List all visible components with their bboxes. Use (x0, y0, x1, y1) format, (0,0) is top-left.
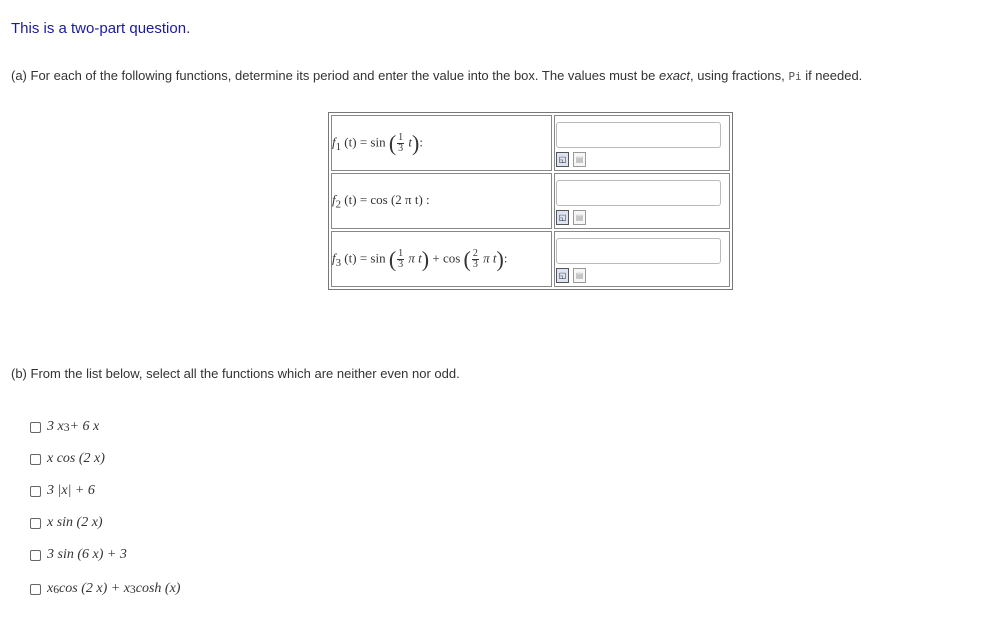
f3-rparen-1: ) (421, 246, 430, 271)
option-1-text: 3 x (47, 419, 64, 434)
period-input-1[interactable] (556, 122, 721, 148)
option-6-text: x (47, 581, 54, 596)
f2-head: f (332, 191, 336, 207)
option-4[interactable] (26, 507, 180, 539)
option-5[interactable] (26, 539, 180, 571)
option-4-text: x sin (2 x) (47, 515, 103, 530)
f1-inner: t (405, 133, 413, 149)
part-a-instructions (11, 68, 862, 83)
function-3-label (331, 231, 552, 287)
f3-colon: : (503, 249, 508, 265)
f3-inner-2: π t (479, 249, 497, 265)
part-a-text-3: if needed. (801, 68, 863, 83)
part-a-emphasis: exact (658, 68, 691, 83)
option-6-text-2: cos (2 x) + x (59, 581, 130, 596)
f3-frac2-den: 3 (472, 258, 478, 270)
equation-editor-icon[interactable]: ▤ (573, 210, 586, 225)
f3-args: (t) = sin (341, 249, 389, 265)
f3-frac1-num: 1 (398, 247, 404, 259)
part-a-text-2: , using fractions, (690, 68, 789, 83)
period-input-3[interactable] (556, 238, 721, 264)
option-2[interactable] (26, 443, 180, 475)
f3-lparen-2: ( (463, 246, 471, 271)
f1-head: f (332, 133, 336, 149)
answer-cell-2 (554, 173, 730, 229)
f2-text: (t) = cos (2 π t) : (341, 191, 430, 207)
f3-mid: + cos (429, 249, 464, 265)
period-table (328, 112, 733, 290)
function-row-2 (331, 173, 730, 229)
option-2-text: x cos (2 x) (47, 451, 105, 466)
f3-frac1-den: 3 (398, 258, 404, 270)
f1-colon: : (419, 133, 423, 149)
option-6-sup: 6 (53, 582, 60, 596)
option-6-text-3: cosh (x) (135, 581, 181, 596)
function-1-label (331, 115, 552, 171)
f3-lparen-1: ( (388, 246, 397, 271)
option-6[interactable] (26, 571, 180, 607)
option-1-sup: 3 (63, 420, 70, 434)
option-3-checkbox[interactable] (30, 486, 41, 497)
period-input-2[interactable] (556, 180, 721, 206)
f1-args: (t) = sin (341, 133, 389, 149)
preview-icon[interactable]: ◱ (556, 268, 569, 283)
function-2-label (331, 173, 552, 229)
f1-rparen: ) (412, 130, 420, 155)
f1-frac-den: 3 (398, 142, 404, 154)
option-5-text: 3 sin (6 x) + 3 (47, 547, 127, 562)
function-row-3 (331, 231, 730, 287)
f1-lparen: ( (388, 130, 397, 155)
answer-cell-1 (554, 115, 730, 171)
f3-head: f (332, 249, 336, 265)
option-4-checkbox[interactable] (30, 518, 41, 529)
function-row-1 (331, 115, 730, 171)
answer-cell-3 (554, 231, 730, 287)
option-3[interactable] (26, 475, 180, 507)
f1-frac-num: 1 (398, 131, 404, 143)
f1-sub: 1 (335, 140, 342, 153)
f1-fraction (397, 133, 404, 154)
equation-editor-icon[interactable]: ▤ (573, 268, 586, 283)
pi-code: Pi (788, 70, 802, 83)
preview-icon[interactable]: ◱ (556, 210, 569, 225)
f3-sub: 3 (335, 256, 342, 269)
preview-icon[interactable]: ◱ (556, 152, 569, 167)
question-intro: This is a two-part question. (11, 20, 191, 37)
option-1[interactable] (26, 411, 180, 443)
option-2-checkbox[interactable] (30, 454, 41, 465)
option-1-checkbox[interactable] (30, 422, 41, 433)
f2-sub: 2 (335, 198, 342, 211)
f3-frac2-num: 2 (472, 247, 478, 259)
f3-fraction-2 (472, 249, 479, 270)
option-list (26, 411, 180, 607)
f3-rparen-2: ) (496, 246, 504, 271)
option-5-checkbox[interactable] (30, 550, 41, 561)
option-6-checkbox[interactable] (30, 584, 41, 595)
part-a-text: (a) For each of the following functions, determine its period and enter the value into the box. The values must be (11, 68, 659, 83)
f3-inner-1: π t (405, 249, 422, 265)
f3-fraction-1 (397, 249, 404, 270)
option-1-text-2: + 6 x (69, 419, 100, 434)
option-3-text: 3 |x| + 6 (47, 483, 95, 498)
option-6-sup-2: 3 (129, 582, 136, 596)
part-b-instructions: (b) From the list below, select all the functions which are neither even nor odd. (11, 366, 460, 381)
equation-editor-icon[interactable]: ▤ (573, 152, 586, 167)
